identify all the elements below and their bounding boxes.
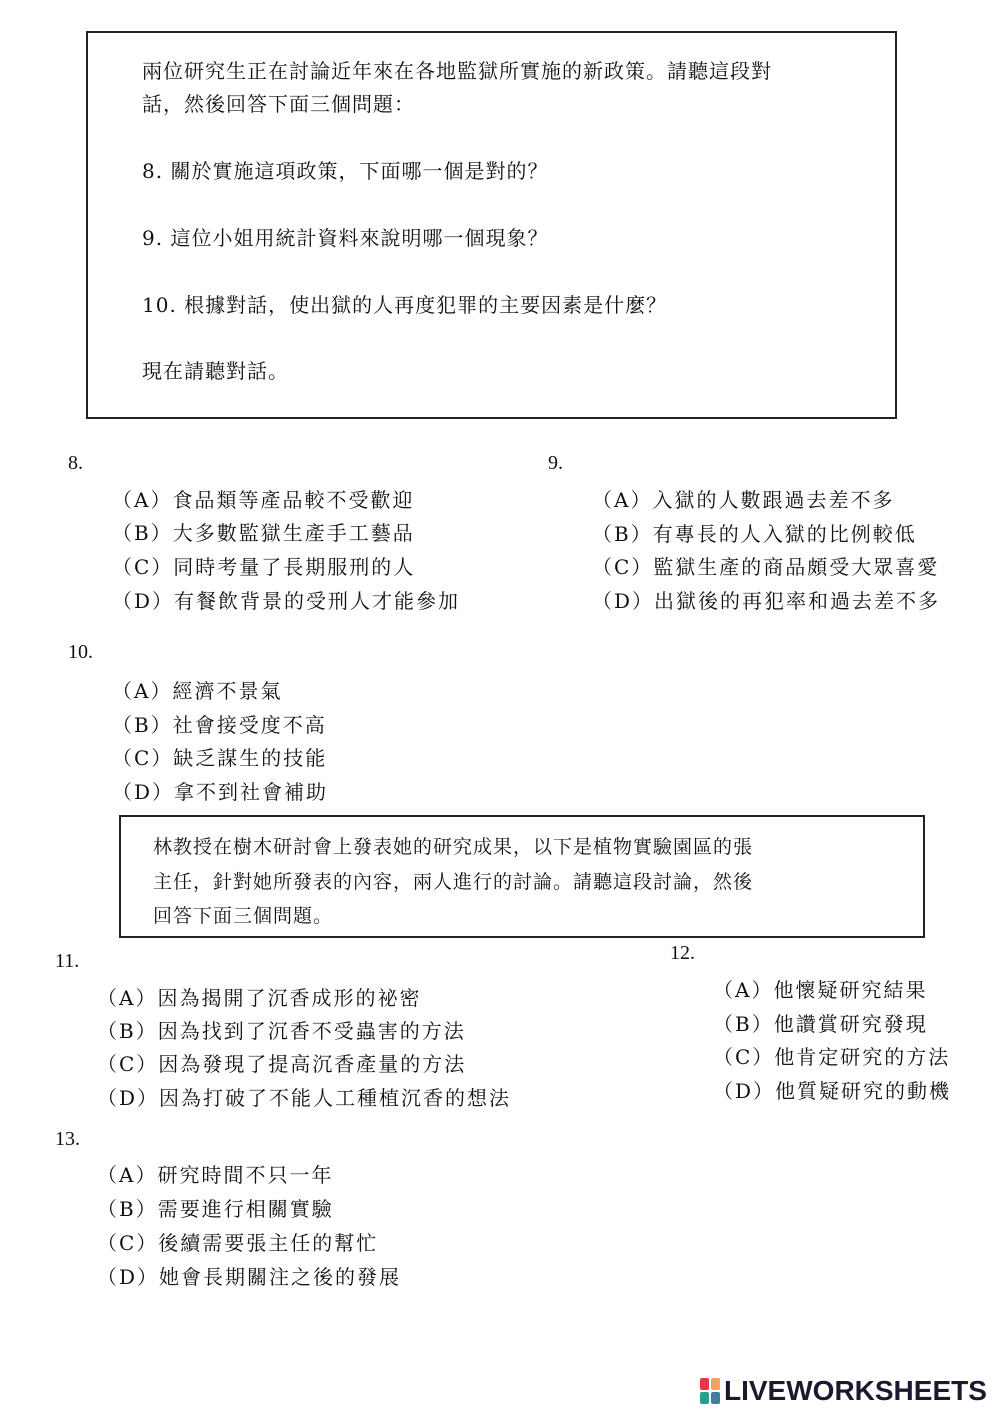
question-12-option-c[interactable]: （C）他肯定研究的方法 (713, 1045, 951, 1069)
question-10-option-b[interactable]: （B）社會接受度不高 (112, 713, 327, 737)
question-11-option-a[interactable]: （A）因為揭開了沉香成形的祕密 (97, 986, 422, 1010)
question-13-option-b[interactable]: （B）需要進行相關實驗 (97, 1197, 334, 1221)
question-9-option-c[interactable]: （C）監獄生產的商品頗受大眾喜愛 (592, 555, 940, 579)
liveworksheets-brand: LIVEWORKSHEETS (724, 1375, 987, 1406)
question-9-number: 9. (548, 452, 563, 474)
passage1-question-8: 8. 關於實施這項政策，下面哪一個是對的？ (142, 159, 549, 183)
passage1-intro-line2: 話，然後回答下面三個問題： (142, 92, 415, 116)
question-10-option-a[interactable]: （A）經濟不景氣 (112, 679, 283, 703)
question-11-number: 11. (55, 950, 80, 972)
question-13-option-d[interactable]: （D）她會長期關注之後的發展 (97, 1265, 402, 1289)
question-9-option-d[interactable]: （D）出獄後的再犯率和過去差不多 (592, 589, 941, 613)
question-13-number: 13. (55, 1128, 80, 1150)
liveworksheets-logo (700, 1375, 987, 1407)
question-11-option-c[interactable]: （C）因為發現了提高沉香產量的方法 (97, 1052, 467, 1076)
question-12-option-d[interactable]: （D）他質疑研究的動機 (713, 1079, 952, 1103)
question-10-number: 10. (68, 641, 93, 663)
question-12-option-b[interactable]: （B）他讚賞研究發現 (713, 1012, 928, 1036)
question-13-option-c[interactable]: （C）後續需要張主任的幫忙 (97, 1231, 379, 1255)
passage1-intro-line1: 兩位研究生正在討論近年來在各地監獄所實施的新政策。請聽這段對 (142, 59, 772, 83)
question-11-option-b[interactable]: （B）因為找到了沉香不受蟲害的方法 (97, 1019, 466, 1043)
liveworksheets-logo-icon (700, 1377, 722, 1405)
passage2-line2: 主任，針對她所發表的內容，兩人進行的討論。請聽這段討論，然後 (153, 871, 754, 893)
question-8-option-d[interactable]: （D）有餐飲背景的受刑人才能參加 (112, 589, 461, 613)
passage-box-2 (119, 815, 925, 938)
question-10-option-d[interactable]: （D）拿不到社會補助 (112, 780, 329, 804)
question-11-option-d[interactable]: （D）因為打破了不能人工種植沉香的想法 (97, 1086, 512, 1110)
question-13-option-a[interactable]: （A）研究時間不只一年 (97, 1163, 334, 1187)
question-12-option-a[interactable]: （A）他懷疑研究結果 (713, 978, 928, 1002)
passage1-question-10: 10. 根據對話，使出獄的人再度犯罪的主要因素是什麼？ (142, 293, 668, 317)
passage2-line3: 回答下面三個問題。 (153, 905, 334, 927)
question-10-option-c[interactable]: （C）缺乏謀生的技能 (112, 746, 328, 770)
passage1-prompt: 現在請聽對話。 (142, 359, 289, 383)
question-9-option-b[interactable]: （B）有專長的人入獄的比例較低 (592, 522, 917, 546)
passage-box-1 (86, 31, 897, 419)
question-8-number: 8. (68, 452, 83, 474)
question-9-option-a[interactable]: （A）入獄的人數跟過去差不多 (592, 488, 895, 512)
question-8-option-a[interactable]: （A）食品類等產品較不受歡迎 (112, 488, 415, 512)
question-8-option-b[interactable]: （B）大多數監獄生產手工藝品 (112, 521, 415, 545)
question-12-number: 12. (670, 942, 695, 964)
passage2-line1: 林教授在樹木研討會上發表她的研究成果，以下是植物實驗園區的張 (153, 836, 754, 858)
question-8-option-c[interactable]: （C）同時考量了長期服刑的人 (112, 555, 416, 579)
passage1-question-9: 9. 這位小姐用統計資料來說明哪一個現象？ (142, 226, 549, 250)
